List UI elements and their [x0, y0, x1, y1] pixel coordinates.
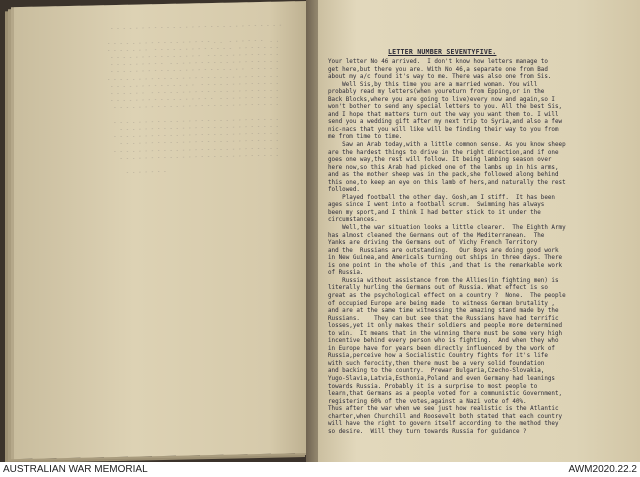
letter-line: won't bother to send any special letters to you. All the best Sis, [328, 104, 563, 111]
letter-line: been my sport,and I think I had better stick to it under the [328, 209, 541, 216]
letter-line: literally hurling the Germans out of Russia. What effect is so [328, 285, 548, 292]
letter-line: so desire. Will they turn towards Russia for guidance ? [328, 428, 527, 435]
letter-line: incentive behind every person who is fighting. And when they who [328, 338, 559, 345]
letter-line: Russians. They can but see that the Russians have had terrific [328, 315, 559, 322]
show-through-text: - - - - - - - - - - - - - - - - - - - - - - - - - - - - . . - - - - - - . . - - - - - - - - - - - - - - - - - - - - - - - - - - - - - - - - - - - - - - - - - - - - - - - - - - - - - - - - - - - - - - - - - - - - - - - - - - - - - - - - - - - - - - - - - - - - - - - - - - - - - - - - - - - - - - - - - - - - - - - - - - - - - - - - - - - - - - - - - - - - - - - - - - - - - - - - - - - - - - - - - - - - - - - - - - - - - - - - - - - - - - - - - - - - - - - - - - - - - - - - - - - - - - - - - - - - - - - - - - - - - - - - - - - - - - - - - - - - - - - - - - - - - - - - - - - - - - - - - - - - - - - - - - - - - - - - - - - - - - - - - - - - - - - - - - - - - - - - - - - - - - - - - - - - - - - - - - - - - - - - - - - - - - - - - - - - - - - - - - - - - - - - - - - - - - - - - - - - - - - - - - - - - - - - - - - - - - - - - - - - - - - - - - - - - - - - - - - - - - - - - - - - - - - - - - - - - - - - - - - - - - - - - - - [107, 22, 282, 177]
letter-line: this one,to keep an eye on this lamb of hers,and naturally the rest [328, 179, 566, 186]
letter-line: and I hope that matters turn out the way you want them to. I will [328, 111, 559, 118]
letter-line: ages since I went into a football scrum. Swimming has always [328, 202, 545, 209]
letter-line: Played football the other day. Gosh,am I stiff. It has been [328, 194, 555, 201]
letter-line: followed. [328, 187, 360, 194]
letter-line: get here,but there you are. With No 46,a separate one from Bad [328, 66, 548, 73]
letter-line: Russia,perceive how a Socialistic Country fights for it's life [328, 353, 548, 360]
institution-caption: AUSTRALIAN WAR MEMORIAL [3, 464, 148, 475]
letter-line: learn,that Germans as a people voted for a communistic Government, [328, 391, 563, 398]
letter-line: Yugo-Slavia,Latvia,Esthonia,Poland and even Germany had leanings [328, 375, 555, 382]
letter-line: is one point in the whole of this ,and that is the remarkable work [328, 262, 563, 269]
letter-line: Well Sis,by this time you are a married woman. You will [328, 81, 538, 88]
letter-line: are the hardest things to drive in the right direction,and if one [328, 149, 559, 156]
letter-line: has almost cleaned the Germans out of the Mediterranean. The [328, 232, 545, 239]
letter-line: and backing to the country. Prewar Bulgaria,Czecho-Slovakia, [328, 368, 545, 375]
letter-line: to win. It means that in the winning there must be some very high [328, 330, 563, 337]
letter-line: towards Russia. Probably it is a surprise to most people to [328, 383, 538, 390]
right-page [318, 0, 640, 462]
letter-line: of occupied Europe are being made to witness German brutality , [328, 300, 555, 307]
letter-line: charter,when Churchill and Roosevelt both stated that each country [328, 413, 563, 420]
letter-line: send you a wedding gift after my next trip to Syria,and also a few [328, 119, 563, 126]
accession-number: AWM2020.22.2 [568, 464, 637, 475]
letter-line: circumstances. [328, 217, 378, 224]
letter-line: registering 60% of the votes,against a Nazi vote of 40%. [328, 398, 527, 405]
letter-line: nic-nacs that you will like will be finding their way to you from [328, 126, 559, 133]
letter-line: with such ferocity,then there must be a very solid foundation [328, 360, 545, 367]
letter-line: in Europe have for years been directly influenced by the work of [328, 345, 555, 352]
letter-line: Well,the war situation looks a little clearer. The Eighth Army [328, 225, 566, 232]
letter-body [328, 44, 634, 436]
letter-line: probably read my letters(when youreturn from Epping,or in the [328, 89, 545, 96]
letter-line: about my a/c found it's way to me. There was also one from Sis. [328, 74, 552, 81]
letter-line: Russia without assistance from the Allies(in fighting men) is [328, 277, 559, 284]
letter-line: goes one way,the rest will follow. It being lambing season over [328, 157, 552, 164]
letter-line: Saw an Arab today,with a little common sense. As you know sheep [328, 142, 566, 149]
letter-line: of Russia. [328, 270, 364, 277]
letter-heading: LETTER NUMBER SEVENTYFIVE. [388, 48, 497, 56]
letter-line: here now,so this Arab had picked one of the lambs up in his arms, [328, 164, 559, 171]
left-page [14, 1, 314, 459]
letter-line: and as the mother sheep was in the pack,she followed along behind [328, 172, 559, 179]
letter-line: Thus after the war when we see just how realistic is the Atlantic [328, 406, 559, 413]
letter-line: great as the psychological effect on a country ? None. The people [328, 292, 566, 299]
caption-bar [0, 462, 640, 477]
letter-line: and the Russians are outstanding. Our Boys are doing good work [328, 247, 559, 254]
letter-line: losses,yet it only makes their soldiers and people more determined [328, 323, 563, 330]
letter-line: Your letter No 46 arrived. I don't know how letters manage to [328, 59, 548, 65]
letter-line: will have the right to govern itself according to the method they [328, 421, 559, 428]
letter-line: me from time to time. [328, 134, 403, 141]
letter-line: Back Blocks,where you are going to live)every now and again,so I [328, 96, 555, 103]
letter-line: Yanks are driving the Germans out of Vichy French Territory [328, 240, 538, 247]
letter-line: in New Guinea,and Americals turning out ships in three days. There [328, 255, 563, 262]
letter-line: and are at the same time witnessing the amazing stand made by the [328, 308, 559, 315]
